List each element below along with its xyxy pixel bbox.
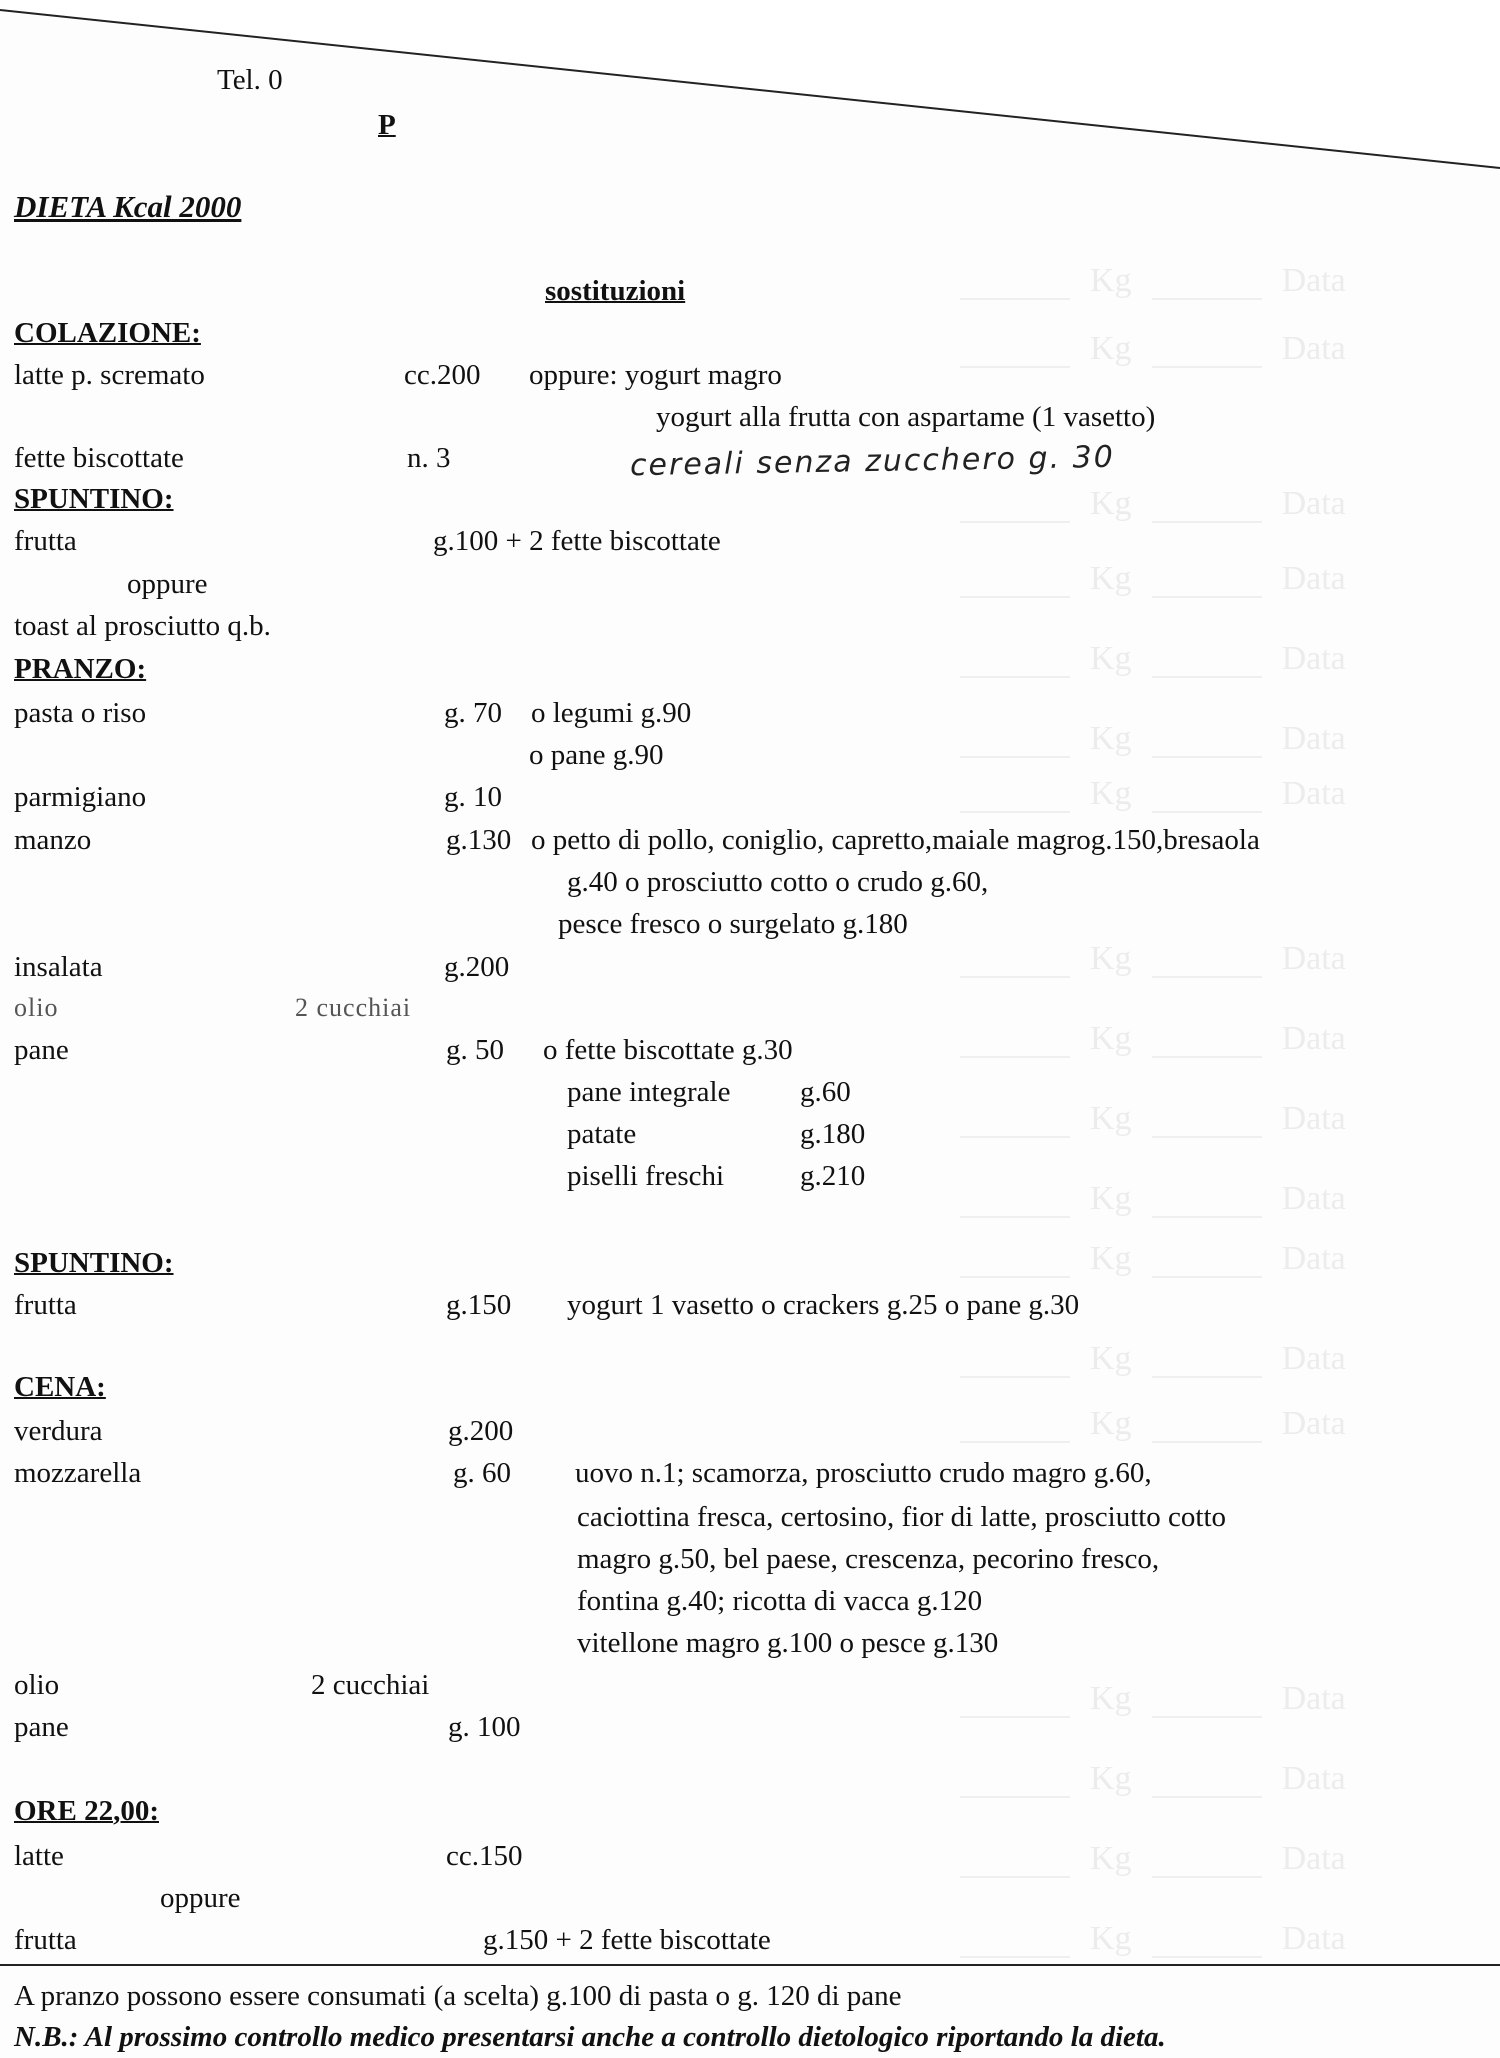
ghost-weight-row [940, 1840, 1346, 1878]
food-alt: vitellone magro g.100 o pesce g.130 [577, 1627, 999, 1659]
ghost-data: Data [1281, 940, 1346, 977]
section-cena: CENA: [14, 1371, 106, 1403]
food-qty: 2 cucchiai [311, 1669, 430, 1701]
ghost-kg: Kg [1090, 1240, 1132, 1277]
food-qty: g. 100 [448, 1711, 521, 1743]
ghost-weight-row [940, 1405, 1346, 1443]
food-name: toast al prosciutto q.b. [14, 610, 271, 642]
ghost-weight-row [940, 940, 1346, 978]
handwritten-note: cereali senza zucchero g. 30 [629, 439, 1116, 484]
food-qty: g.200 [448, 1415, 514, 1447]
food-name: verdura [14, 1415, 103, 1447]
ghost-kg: Kg [1090, 1760, 1132, 1797]
food-qty: g.150 + 2 fette biscottate [483, 1924, 771, 1956]
food-alt: pane integrale [567, 1076, 731, 1108]
food-alt: pesce fresco o surgelato g.180 [558, 908, 908, 940]
food-name: frutta [14, 1289, 77, 1321]
section-spuntino: SPUNTINO: [14, 1247, 174, 1279]
food-qty: g.200 [444, 951, 510, 983]
food-name: latte p. scremato [14, 359, 205, 391]
food-alt-qty: g.210 [800, 1160, 866, 1192]
food-alt: magro g.50, bel paese, crescenza, pecorino fresco, [577, 1543, 1160, 1575]
document-title: DIETA Kcal 2000 [14, 189, 242, 224]
food-qty: cc.200 [404, 359, 481, 391]
food-alt: o legumi g.90 [531, 697, 692, 729]
food-name: frutta [14, 1924, 77, 1956]
ghost-data: Data [1281, 1100, 1346, 1137]
ghost-weight-row [940, 1020, 1346, 1058]
food-name: olio [14, 993, 59, 1022]
food-name: pane [14, 1034, 69, 1066]
ghost-kg: Kg [1090, 1100, 1132, 1137]
ghost-weight-row [940, 775, 1346, 813]
ghost-weight-row [940, 1680, 1346, 1718]
ghost-kg: Kg [1090, 1840, 1132, 1877]
food-alt: uovo n.1; scamorza, prosciutto crudo magro g.60, [575, 1457, 1152, 1489]
ghost-weight-row [940, 1100, 1346, 1138]
ghost-data: Data [1281, 775, 1346, 812]
ghost-kg: Kg [1090, 775, 1132, 812]
oppure-label: oppure [127, 568, 208, 600]
ghost-data: Data [1281, 1340, 1346, 1377]
ghost-kg: Kg [1090, 1405, 1132, 1442]
ghost-kg: Kg [1090, 330, 1132, 367]
food-qty: g.150 [446, 1289, 512, 1321]
ghost-kg: Kg [1090, 1340, 1132, 1377]
ghost-data: Data [1281, 1020, 1346, 1057]
ghost-data: Data [1281, 640, 1346, 677]
food-alt: o petto di pollo, coniglio, capretto,maiale magrog.150,bresaola [531, 824, 1260, 856]
ghost-data: Data [1281, 1840, 1346, 1877]
food-alt: o pane g.90 [529, 739, 664, 771]
oppure-label: oppure [160, 1882, 241, 1914]
ghost-data: Data [1281, 1680, 1346, 1717]
food-qty: g.130 [446, 824, 512, 856]
food-qty: g. 60 [453, 1457, 511, 1489]
header-phone-fragment: Tel. 0 [217, 64, 283, 96]
food-name: olio [14, 1669, 60, 1701]
ghost-data: Data [1281, 330, 1346, 367]
ghost-kg: Kg [1090, 262, 1132, 299]
substitutions-heading: sostituzioni [545, 275, 686, 307]
footer-nb: N.B.: Al prossimo controllo medico presentarsi anche a controllo dietologico riportando la dieta. [14, 2021, 1166, 2053]
ghost-data: Data [1281, 485, 1346, 522]
ghost-weight-row [940, 720, 1346, 758]
ghost-kg: Kg [1090, 720, 1132, 757]
food-name: frutta [14, 525, 77, 557]
ghost-kg: Kg [1090, 485, 1132, 522]
ghost-weight-row [940, 330, 1346, 368]
food-alt: yogurt 1 vasetto o crackers g.25 o pane g.30 [567, 1289, 1080, 1321]
section-spuntino: SPUNTINO: [14, 483, 174, 515]
food-alt-qty: g.180 [800, 1118, 866, 1150]
footer-note: A pranzo possono essere consumati (a scelta) g.100 di pasta o g. 120 di pane [14, 1980, 902, 2012]
food-name: insalata [14, 951, 103, 983]
ghost-kg: Kg [1090, 560, 1132, 597]
ghost-weight-row [940, 1920, 1346, 1958]
food-qty: g.100 + 2 fette biscottate [433, 525, 721, 557]
ghost-data: Data [1281, 1240, 1346, 1277]
ghost-weight-row [940, 1340, 1346, 1378]
ghost-kg: Kg [1090, 940, 1132, 977]
ghost-kg: Kg [1090, 640, 1132, 677]
food-alt: piselli freschi [567, 1160, 725, 1192]
section-ore-22: ORE 22,00: [14, 1795, 159, 1827]
ghost-weight-row [940, 485, 1346, 523]
section-colazione: COLAZIONE: [14, 317, 201, 349]
food-alt: yogurt alla frutta con aspartame (1 vasetto) [656, 401, 1156, 433]
food-name: pasta o riso [14, 697, 147, 729]
ghost-weight-row [940, 1240, 1346, 1278]
food-qty: g. 70 [444, 697, 502, 729]
food-qty: g. 10 [444, 781, 502, 813]
food-name: manzo [14, 824, 92, 856]
page-fold-edge [0, 0, 1500, 200]
food-alt: patate [567, 1118, 637, 1150]
ghost-data: Data [1281, 1405, 1346, 1442]
food-name: fette biscottate [14, 442, 184, 474]
ghost-data: Data [1281, 1760, 1346, 1797]
food-name: mozzarella [14, 1457, 142, 1489]
food-name: parmigiano [14, 781, 147, 813]
food-qty: 2 cucchiai [295, 993, 412, 1022]
food-alt: oppure: yogurt magro [529, 359, 782, 391]
ghost-weight-row [940, 262, 1346, 300]
ghost-weight-row [940, 1760, 1346, 1798]
ghost-weight-row [940, 560, 1346, 598]
ghost-kg: Kg [1090, 1680, 1132, 1717]
food-alt: fontina g.40; ricotta di vacca g.120 [577, 1585, 983, 1617]
food-alt-qty: g.60 [800, 1076, 851, 1108]
ghost-weight-row [940, 1180, 1346, 1218]
ghost-kg: Kg [1090, 1180, 1132, 1217]
ghost-data: Data [1281, 560, 1346, 597]
ghost-data: Data [1281, 262, 1346, 299]
header-fragment: P [378, 109, 396, 141]
food-name: latte [14, 1840, 64, 1872]
food-alt: caciottina fresca, certosino, fior di latte, prosciutto cotto [577, 1501, 1227, 1533]
footer-divider [0, 1964, 1500, 1966]
ghost-kg: Kg [1090, 1020, 1132, 1057]
ghost-kg: Kg [1090, 1920, 1132, 1957]
food-qty: n. 3 [407, 442, 451, 474]
ghost-data: Data [1281, 720, 1346, 757]
ghost-weight-row [940, 640, 1346, 678]
food-alt: o fette biscottate g.30 [543, 1034, 793, 1066]
ghost-data: Data [1281, 1180, 1346, 1217]
food-name: pane [14, 1711, 69, 1743]
section-pranzo: PRANZO: [14, 653, 147, 685]
ghost-data: Data [1281, 1920, 1346, 1957]
food-alt: g.40 o prosciutto cotto o crudo g.60, [567, 866, 989, 898]
food-qty: cc.150 [446, 1840, 523, 1872]
food-qty: g. 50 [446, 1034, 504, 1066]
